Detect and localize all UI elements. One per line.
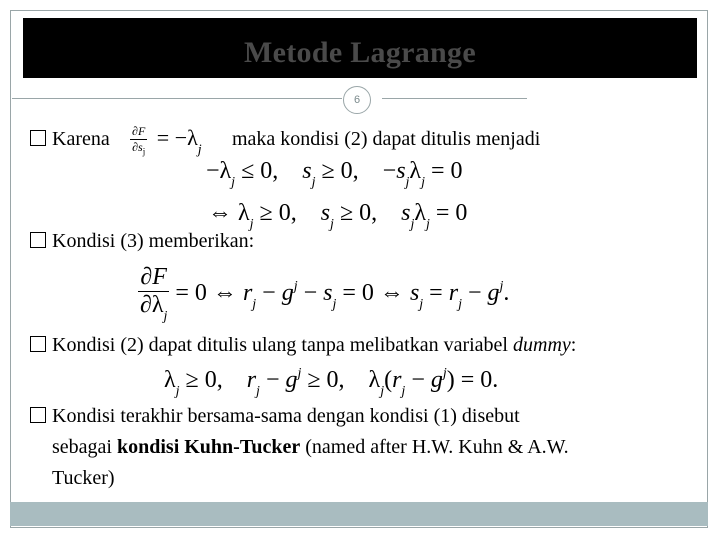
fraction-dF-dsj: $\frac{\partial F}{\partial s_j}$ (132, 124, 146, 157)
divider-right (382, 98, 527, 99)
slide-number-badge: 6 (343, 86, 371, 114)
bullet-kuhn-tucker (30, 401, 569, 494)
formula-final-conditions: $\lambda_j \ge 0$, $r_j - g^j \ge 0$, $\lambda_j(r_j - g^j) = 0$. (164, 366, 499, 399)
fraction-dF-dlambda: $\frac{\partial F}{\partial\lambda_j}$ (140, 264, 168, 324)
kt-line-1: Kondisi terakhir bersama-sama dengan kondisi (1) disebut (30, 401, 569, 432)
checkbox-square-icon (30, 130, 46, 146)
bullet-karena (30, 128, 110, 151)
bullet-karena-label: Karena (52, 128, 110, 150)
kt-term: kondisi Kuhn-Tucker (116, 436, 301, 458)
formula-kt-conditions-2: ⇔ $\lambda_j \ge 0$, $s_j \ge 0$, $s_j\lambda_j = 0$ (208, 200, 468, 232)
bullet-kondisi3-label: Kondisi (3) memberikan: (52, 230, 255, 252)
kt-line-2: sebagai kondisi Kuhn-Tucker (named after H.W. Kuhn & A.W. (52, 436, 569, 458)
bullet-kondisi2-prefix: Kondisi (2) dapat ditulis ulang tanpa melibatkan variabel (52, 334, 513, 356)
divider-left (12, 98, 342, 99)
title-bar (23, 18, 697, 78)
footer-accent-bar (10, 502, 708, 526)
bullet-karena-rest: maka kondisi (2) dapat ditulis menjadi (232, 128, 541, 150)
kt-line-3: Tucker) (52, 467, 115, 489)
checkbox-square-icon (30, 232, 46, 248)
checkbox-square-icon (30, 407, 46, 423)
bullet-kondisi2-suffix: : (570, 334, 577, 356)
bullet-kondisi2 (30, 334, 576, 357)
formula-derivative-lambda: $\frac{\partial F}{\partial\lambda_j}$ = 0 ⇔ $r_j - g^j - s_j = 0$ ⇔ $s_j = r_j - g^j$. (140, 264, 510, 324)
bullet-kondisi3 (30, 230, 254, 253)
slide-title: Metode Lagrange (244, 36, 476, 69)
formula-dF-ds: $\frac{\partial F}{\partial s_j}$ = $-\lambda_j$ (132, 124, 202, 158)
bullet-kondisi2-italic: dummy (513, 334, 571, 356)
checkbox-square-icon (30, 336, 46, 352)
formula-kt-conditions-1: $-\lambda_j \le 0$, $s_j \ge 0$, $-s_j\lambda_j = 0$ (206, 158, 463, 190)
